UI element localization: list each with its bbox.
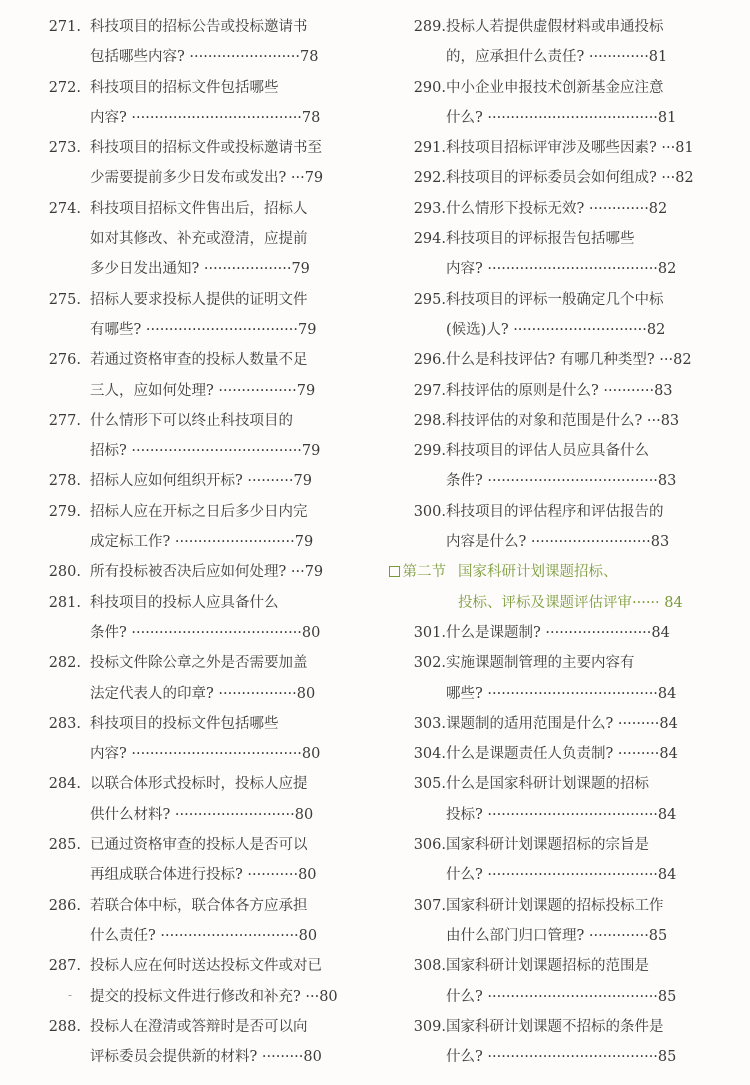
entry-number: 294. [413,231,446,248]
entry-text: 招标人应如何组织开标? ··········79 [90,473,312,490]
entry-number: 280. [48,564,81,581]
toc-entry-line [0,224,380,254]
entry-text: 哪些? ·····································84 [446,685,677,702]
toc-entry-line [0,982,380,1012]
toc-entry-line [0,830,380,860]
entry-text: 条件? ·····································83 [446,473,677,490]
toc-section-line [383,557,750,587]
entry-number: 275. [48,291,81,308]
toc-entry-line [0,376,380,406]
entry-text: 多少日发出通知? ···················79 [90,261,310,278]
entry-number: 307. [413,897,446,914]
entry-number: 304. [413,746,446,763]
toc-entry-line [0,1012,380,1042]
entry-number: 272. [48,79,81,96]
entry-text: 科技项目的评标报告包括哪些 [446,231,635,248]
entry-text: 科技项目的评估程序和评估报告的 [446,503,664,520]
toc-entry-line [383,1012,750,1042]
toc-entry-line [383,376,750,406]
entry-text: 什么? ·····································85 [446,988,677,1005]
entry-number: 297. [413,382,446,399]
entry-number: 296. [413,352,446,369]
entry-text: 提交的投标文件进行修改和补充? ···80 [90,988,338,1005]
toc-entry-line [383,709,750,739]
entry-text: 科技项目的评估人员应具备什么 [446,443,649,460]
toc-entry-line [383,12,750,42]
entry-text: 少需要提前多少日发布或发出? ···79 [90,170,324,187]
entry-text: 什么情形下可以终止科技项目的 [90,412,293,429]
toc-entry-line [383,982,750,1012]
entry-text: 内容? ·····································78 [90,109,321,126]
toc-entry-line [0,133,380,163]
entry-text: 国家科研计划课题招标的宗旨是 [446,837,649,854]
toc-entry-line [383,951,750,981]
entry-text: 什么? ·····································85 [446,1049,677,1066]
entry-number: 287. [48,958,81,975]
entry-text: 已通过资格审查的投标人是否可以 [90,837,308,854]
toc-entry-line [383,285,750,315]
entry-number: 277. [48,412,81,429]
entry-number: 279. [48,503,81,520]
toc-entry-line [0,466,380,496]
entry-text: 由什么部门归口管理? ·············85 [446,927,668,944]
entry-text: 投标人应在何时送达投标文件或对已 [90,958,322,975]
toc-left-column [0,12,380,1072]
entry-text: 所有投标被否决后应如何处理? ···79 [90,564,324,581]
entry-text: 内容? ·····································80 [90,746,321,763]
toc-entry-line [383,618,750,648]
entry-text: 包括哪些内容? ························78 [90,49,319,66]
entry-number: 290. [413,79,446,96]
toc-entry-line [0,648,380,678]
toc-entry-line [383,648,750,678]
toc-right-column [383,12,750,1072]
entry-number: 298. [413,412,446,429]
toc-entry-line [383,224,750,254]
toc-entry-line [383,345,750,375]
entry-text: 供什么材料? ··························80 [90,806,314,823]
toc-entry-line [0,557,380,587]
entry-text: 科技项目招标文件售出后，招标人 [90,200,308,217]
entry-text: 什么责任? ······························80 [90,927,318,944]
toc-entry-line [0,739,380,769]
toc-entry-line [383,497,750,527]
entry-number: 299. [413,443,446,460]
toc-entry-line [0,800,380,830]
toc-entry-line [0,588,380,618]
entry-text: 科技项目的投标人应具备什么 [90,594,279,611]
entry-text: 招标人应在开标之日后多少日内完 [90,503,308,520]
toc-entry-line [0,618,380,648]
toc-entry-line [383,436,750,466]
entry-text: 若联合体中标，联合体各方应承担 [90,897,308,914]
toc-entry-line [0,406,380,436]
toc-entry-line [383,194,750,224]
entry-number: 285. [48,837,81,854]
entry-text: 以联合体形式投标时，投标人应提 [90,776,308,793]
toc-entry-line [383,73,750,103]
entry-number: 276. [48,352,81,369]
entry-text: 三人，应如何处理? ·················79 [90,382,316,399]
entry-text: 条件? ·····································80 [90,624,321,641]
entry-text: 国家科研计划课题的招标投标工作 [446,897,664,914]
toc-entry-line [0,679,380,709]
toc-entry-line [383,769,750,799]
toc-entry-line [383,527,750,557]
toc-entry-line [0,12,380,42]
entry-number: 292. [413,170,446,187]
toc-entry-line [0,42,380,72]
entry-text: 科技项目的招标公告或投标邀请书 [90,19,308,35]
entry-number: 282. [48,655,81,672]
entry-number: 295. [413,291,446,308]
entry-number: 306. [413,837,446,854]
entry-text: 什么是国家科研计划课题的招标 [446,776,649,793]
entry-text: 内容是什么? ··························83 [446,534,670,551]
toc-entry-line [383,466,750,496]
entry-number: 283. [48,715,81,732]
toc-entry-line [383,800,750,830]
entry-number: 273. [48,140,81,157]
entry-number: 286. [48,897,81,914]
section-marker-icon [389,566,400,577]
entry-text: 评标委员会提供新的材料? ·········80 [90,1049,322,1066]
toc-entry-line [383,921,750,951]
entry-text: 有哪些? ·································79 [90,321,317,338]
entry-number: 284. [48,776,81,793]
toc-entry-line [0,315,380,345]
section-title: 国家科研计划课题招标、 [458,564,618,581]
entry-number: 293. [413,200,446,217]
section-title: 投标、评标及课题评估评审······ 84 [458,594,683,611]
entry-text: 科技项目的招标文件或投标邀请书至 [90,140,322,157]
toc-entry-line [0,345,380,375]
entry-text: 课题制的适用范围是什么? ·········84 [446,715,678,732]
entry-text: 科技评估的原则是什么? ···········83 [446,382,673,399]
toc-entry-line [0,951,380,981]
toc-entry-line [383,679,750,709]
entry-text: 科技项目的评标委员会如何组成? ···82 [446,170,694,187]
entry-text: 什么情形下投标无效? ·············82 [446,200,668,217]
toc-entry-line [0,527,380,557]
entry-text: 国家科研计划课题不招标的条件是 [446,1018,664,1035]
toc-entry-line [0,921,380,951]
toc-entry-line [0,163,380,193]
entry-text: 科技项目的评标一般确定几个中标 [446,291,664,308]
toc-entry-line [383,103,750,133]
section-label-wrap [383,557,446,587]
entry-text: 内容? ·····································82 [446,261,677,278]
entry-number: 288. [48,1018,81,1035]
entry-number: 271. [48,19,81,35]
entry-text: 什么? ·····································81 [446,109,677,126]
toc-entry-line [0,769,380,799]
entry-number: 302. [413,655,446,672]
entry-number: 305. [413,776,446,793]
entry-text: 投标人若提供虚假材料或串通投标 [446,19,664,35]
entry-text: 若通过资格审查的投标人数量不足 [90,352,308,369]
entry-text: 什么是课题责任人负责制? ·········84 [446,746,678,763]
entry-text: 成定标工作? ··························79 [90,534,314,551]
entry-text: 再组成联合体进行投标? ···········80 [90,867,317,884]
toc-entry-line [383,315,750,345]
toc-entry-line [0,891,380,921]
toc-entry-line [383,891,750,921]
toc-entry-line [383,133,750,163]
entry-text: 什么? ·····································84 [446,867,677,884]
toc-entry-line [0,497,380,527]
entry-text: 科技项目的投标文件包括哪些 [90,715,279,732]
toc-entry-line [0,860,380,890]
toc-entry-line [0,73,380,103]
entry-number: 308. [413,958,446,975]
toc-entry-line [383,739,750,769]
entry-text: 科技项目招标评审涉及哪些因素? ···81 [446,140,694,157]
entry-text: 招标人要求投标人提供的证明文件 [90,291,308,308]
entry-text: 实施课题制管理的主要内容有 [446,655,635,672]
toc-entry-line [383,42,750,72]
toc-entry-line [383,254,750,284]
entry-text: 科技评估的对象和范围是什么? ···83 [446,412,680,429]
toc-entry-line [383,830,750,860]
entry-text: 中小企业申报技术创新基金应注意 [446,79,664,96]
entry-number: 300. [413,503,446,520]
toc-entry-line [0,103,380,133]
toc-entry-line [383,1042,750,1072]
entry-text: 投标文件除公章之外是否需要加盖 [90,655,308,672]
toc-entry-line [383,163,750,193]
toc-section-line [383,588,750,618]
entry-text: 什么是课题制? ·······················84 [446,624,670,641]
toc-entry-line [0,285,380,315]
entry-text: 科技项目的招标文件包括哪些 [90,79,279,96]
entry-text: 投标人在澄清或答辩时是否可以向 [90,1018,308,1035]
stray-mark: - [68,988,73,1002]
entry-number: 278. [48,473,81,490]
toc-entry-line [0,254,380,284]
toc-entry-line [383,860,750,890]
entry-number: 309. [413,1018,446,1035]
entry-number: 301. [413,624,446,641]
entry-number: 281. [48,594,81,611]
entry-text: 如对其修改、补充或澄清，应提前 [90,231,308,248]
section-number: 第二节 [402,564,446,581]
entry-text: 什么是科技评估? 有哪几种类型? ···82 [446,352,692,369]
entry-text: 法定代表人的印章? ·················80 [90,685,316,702]
toc-entry-line [0,436,380,466]
toc-entry-line [383,406,750,436]
entry-number: 303. [413,715,446,732]
entry-text: (候选)人? ·····························82 [446,321,666,338]
entry-text: 的，应承担什么责任? ·············81 [446,49,668,66]
entry-text: 投标? ·····································84 [446,806,677,823]
entry-number: 274. [48,200,81,217]
entry-number: 289. [413,19,446,35]
entry-number: 291. [413,140,446,157]
toc-entry-line [0,709,380,739]
toc-entry-line [0,194,380,224]
entry-text: 国家科研计划课题招标的范围是 [446,958,649,975]
toc-entry-line [0,1042,380,1072]
entry-text: 招标? ·····································79 [90,443,321,460]
